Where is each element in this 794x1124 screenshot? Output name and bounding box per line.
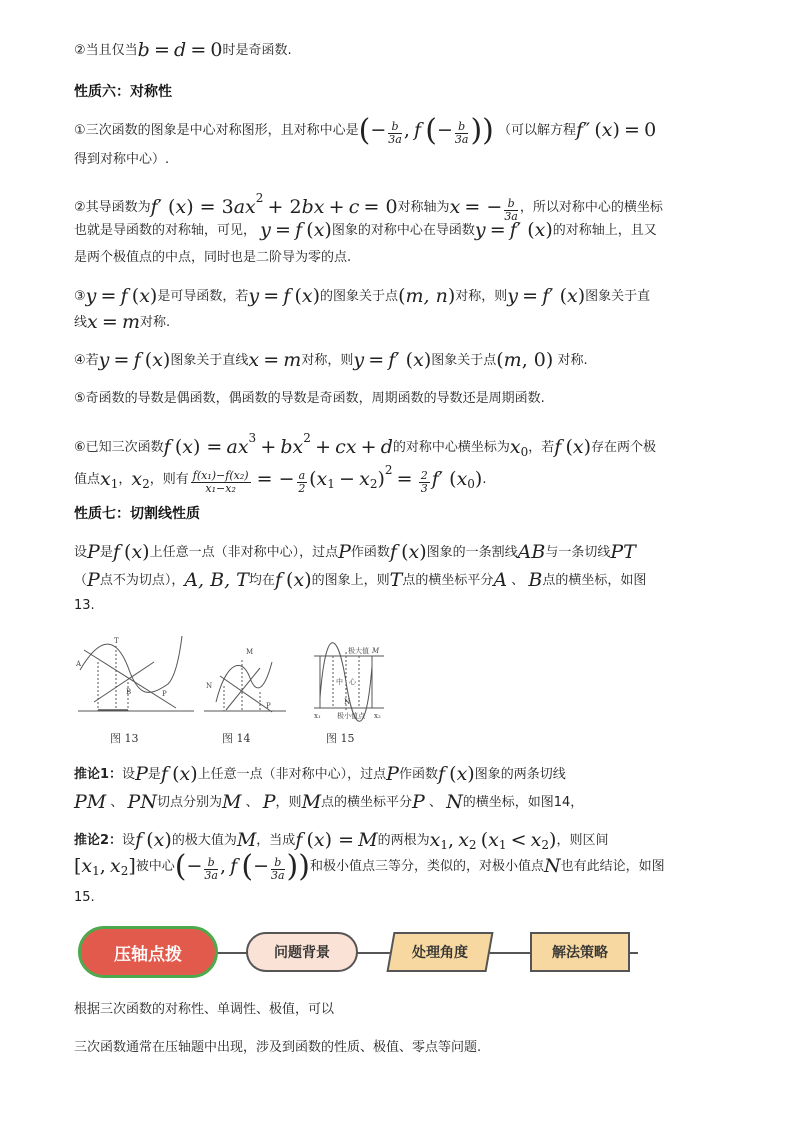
text-line: 是两个极值点的中点，同时也是二阶导为零的点. bbox=[74, 250, 352, 265]
figure-label-max: 极大值 bbox=[348, 647, 369, 655]
text-line: 也就是导函数的对称轴，可见， y = f (x)图象的对称中心在导函数y = f′ (x)的对称轴上，且又 bbox=[74, 219, 657, 241]
text-line: 值点x1，x2，则有 $\frac{\text{f(x₁)−f(x₂)}}{\text{x₁−x₂}}$ = − $\frac{a}{2}$ (x1 − x2)2 = $\frac{2}{3}$ f′ (x0). bbox=[74, 463, 487, 495]
text-line: 设P是f (x)上任意一点（非对称中心），过点P作函数f (x)图象的一条割线AB与一条切线PT bbox=[74, 541, 636, 563]
text-line: [x1, x2]被中心(− $\frac{b}{3a}$ , f (− $\frac{b}{3a}$ ))和极小值点三等分，类似的，对极小值点N也有此结论，如图 bbox=[74, 849, 665, 884]
text-line: （P点不为切点），A, B, T均在f (x)的图象上，则T点的横坐标平分A 、 B点的横坐标，如图 bbox=[74, 569, 647, 591]
text-line: 15. bbox=[74, 890, 95, 905]
banner-pill-angle: 处理角度 bbox=[386, 932, 493, 972]
figure-label-m: M bbox=[372, 647, 380, 655]
figure-caption-15: 图 15 bbox=[326, 732, 355, 745]
banner-pill-strategy: 解法策略 bbox=[530, 932, 630, 972]
tips-banner bbox=[78, 924, 638, 982]
figure-caption-14: 图 14 bbox=[222, 732, 251, 745]
text-line: ②当且仅当b = d = 0时是奇函数. bbox=[74, 39, 292, 61]
text-line: 推论2：设f (x)的极大值为M，当成f (x) = M的两根为x1, x2 (x1 < x2)，则区间 bbox=[74, 829, 609, 852]
svg-text:M: M bbox=[246, 648, 254, 656]
text-line: 线x = m对称. bbox=[74, 311, 171, 333]
text-line: 13. bbox=[74, 598, 95, 613]
section-heading: 性质七：切割线性质 bbox=[74, 506, 200, 522]
text-line: 根据三次函数的对称性、单调性、极值，可以 bbox=[74, 1002, 335, 1017]
text-line: 推论1：设P是f (x)上任意一点（非对称中心），过点P作函数f (x)图象的两条切线 bbox=[74, 763, 566, 785]
banner-pill-background: 问题背景 bbox=[246, 932, 358, 972]
svg-text:x₁: x₁ bbox=[314, 712, 321, 720]
text-line: ③y = f (x)是可导函数，若y = f (x)的图象关于点(m, n)对称，则y = f′ (x)图象关于直 bbox=[74, 285, 651, 307]
figure-group bbox=[76, 632, 406, 756]
text-line: ④若y = f (x)图象关于直线x = m对称，则y = f′ (x)图象关于点(m, 0) 对称. bbox=[74, 349, 588, 371]
svg-text:A: A bbox=[76, 660, 82, 668]
svg-text:N: N bbox=[206, 682, 213, 690]
text-line: ①三次函数的图象是中心对称图形，且对称中心是(− $\frac{b}{3a}$ , f (− $\frac{b}{3a}$ )) （可以解方程f″ (x) = 0 bbox=[74, 113, 657, 148]
figure-label-min: 极小值点 bbox=[337, 712, 365, 720]
text-line: ⑥已知三次函数f (x) = ax3 + bx2 + cx + d的对称中心横坐标为x0，若f (x)存在两个极 bbox=[74, 431, 657, 459]
figure-label-center: 中心 bbox=[336, 678, 362, 686]
text-line: PM 、 PN切点分别为M 、 P，则M点的横坐标平分P 、 N的横坐标，如图14， bbox=[74, 791, 584, 813]
text-line: 三次函数通常在压轴题中出现，涉及到函数的性质、极值、零点等问题. bbox=[74, 1040, 482, 1055]
svg-text:x₂: x₂ bbox=[374, 712, 381, 720]
text-line: ⑤奇函数的导数是偶函数，偶函数的导数是奇函数，周期函数的导数还是周期函数. bbox=[74, 391, 545, 406]
banner-main-pill: 压轴点拨 bbox=[78, 926, 218, 978]
text-line: ②其导函数为f′ (x) = 3ax2 + 2bx + c = 0对称轴为x = − $\frac{b}{3a}$ ，所以对称中心的横坐标 bbox=[74, 191, 663, 223]
text-line: 得到对称中心）. bbox=[74, 152, 170, 167]
svg-text:B: B bbox=[126, 688, 132, 696]
svg-text:P: P bbox=[266, 702, 271, 710]
svg-text:P: P bbox=[162, 690, 167, 698]
svg-text:T: T bbox=[114, 637, 119, 645]
svg-text:N: N bbox=[344, 698, 351, 706]
section-heading: 性质六：对称性 bbox=[74, 84, 172, 100]
figure-caption-13: 图 13 bbox=[110, 732, 139, 745]
